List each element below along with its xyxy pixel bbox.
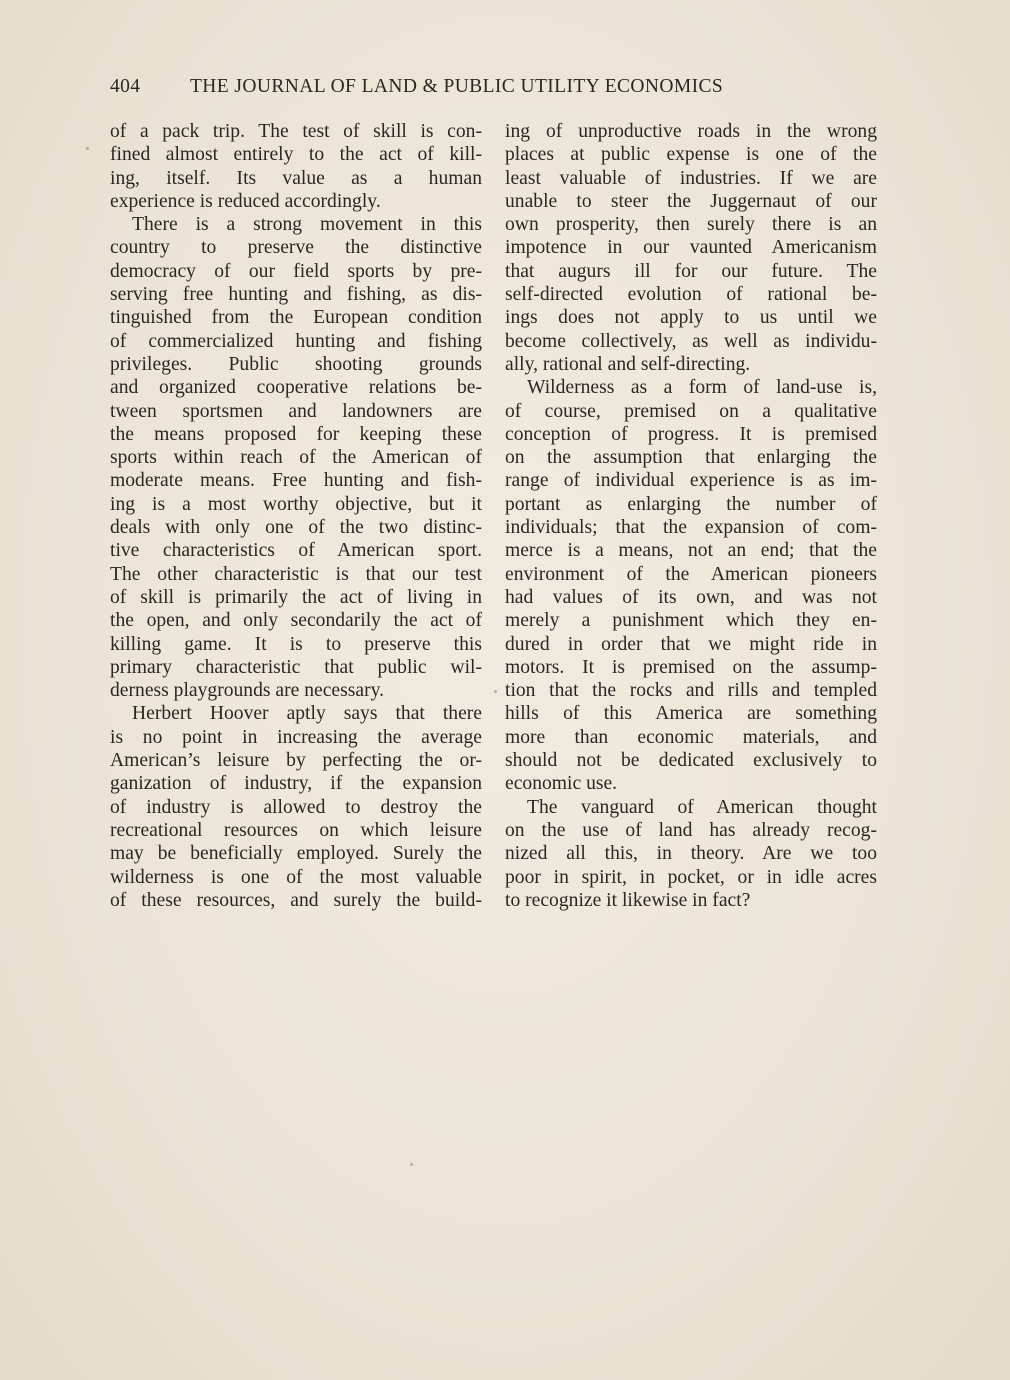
text-line: privileges. Public shooting grounds xyxy=(110,353,482,375)
paper-speck xyxy=(86,147,89,150)
running-head: THE JOURNAL OF LAND & PUBLIC UTILITY ECONOMICS xyxy=(190,76,724,97)
text-line: ing of unproductive roads in the wrong xyxy=(505,121,877,142)
text-line: serving free hunting and fishing, as dis- xyxy=(110,284,482,306)
text-line: portant as enlarging the number of xyxy=(505,493,877,515)
text-line: wilderness is one of the most valuable xyxy=(110,866,482,888)
text-line: sports within reach of the American of xyxy=(110,447,482,469)
text-line: dured in order that we might ride in xyxy=(505,633,877,655)
text-line: merce is a means, not an end; that the xyxy=(505,540,877,562)
text-line: of skill is primarily the act of living in xyxy=(110,586,482,608)
text-line: experience is reduced accordingly. xyxy=(110,190,381,212)
text-line: conception of progress. It is premised xyxy=(505,423,877,445)
text-line: of commercialized hunting and fishing xyxy=(110,330,482,352)
text-line: fined almost entirely to the act of kill- xyxy=(110,144,482,166)
text-line: derness playgrounds are necessary. xyxy=(110,680,385,702)
text-line: may be beneficially employed. Surely the xyxy=(110,843,482,865)
text-line: primary characteristic that public wil- xyxy=(110,656,482,678)
text-line: Wilderness as a form of land-use is, xyxy=(527,377,877,399)
text-line: ings does not apply to us until we xyxy=(505,307,877,329)
text-line: tion that the rocks and rills and templed xyxy=(505,680,877,702)
text-line: moderate means. Free hunting and fish- xyxy=(110,470,482,492)
text-line: American’s leisure by perfecting the or- xyxy=(110,750,482,772)
text-line: economic use. xyxy=(505,773,618,795)
text-line: ganization of industry, if the expansion xyxy=(110,773,482,795)
text-line: poor in spirit, in pocket, or in idle acres xyxy=(505,866,877,888)
text-line: environment of the American pioneers xyxy=(505,563,877,585)
text-line: least valuable of industries. If we are xyxy=(505,167,877,189)
text-line: ing, itself. Its value as a human xyxy=(110,167,482,189)
right-text-column xyxy=(505,120,877,912)
text-line: democracy of our field sports by pre- xyxy=(110,260,482,282)
text-line: recreational resources on which leisure xyxy=(110,819,482,841)
text-line: The vanguard of American thought xyxy=(527,796,877,818)
text-line: impotence in our vaunted Americanism xyxy=(505,237,877,259)
text-line: to recognize it likewise in fact? xyxy=(505,889,751,911)
text-line: of industry is allowed to destroy the xyxy=(110,796,482,818)
text-line: own prosperity, then surely there is an xyxy=(505,214,877,236)
text-line: merely a punishment which they en- xyxy=(505,610,877,632)
text-line: tinguished from the European condition xyxy=(110,307,482,329)
text-line: Herbert Hoover aptly says that there xyxy=(132,703,482,725)
text-line: motors. It is premised on the assump- xyxy=(505,656,877,678)
paper-speck xyxy=(494,690,497,693)
text-line: the open, and only secondarily the act of xyxy=(110,610,482,632)
text-line: self-directed evolution of rational be- xyxy=(505,284,877,306)
text-line: country to preserve the distinctive xyxy=(110,237,482,259)
text-line: more than economic materials, and xyxy=(505,726,877,748)
text-line: tween sportsmen and landowners are xyxy=(110,400,482,422)
left-text-column xyxy=(110,120,482,912)
text-line: unable to steer the Juggernaut of our xyxy=(505,190,877,212)
text-line: is no point in increasing the average xyxy=(110,726,482,748)
text-line: on the use of land has already recog- xyxy=(505,819,877,841)
text-line: that augurs ill for our future. The xyxy=(505,260,877,282)
text-line: killing game. It is to preserve this xyxy=(110,633,482,655)
page-header xyxy=(110,76,800,102)
text-line: the means proposed for keeping these xyxy=(110,423,482,445)
text-line: places at public expense is one of the xyxy=(505,144,877,166)
text-line: had values of its own, and was not xyxy=(505,586,877,608)
text-line: hills of this America are something xyxy=(505,703,877,725)
page-number: 404 xyxy=(110,76,141,97)
text-line: range of individual experience is as im- xyxy=(505,470,877,492)
text-line: of course, premised on a qualitative xyxy=(505,400,877,422)
text-line: become collectively, as well as individu- xyxy=(505,330,877,352)
text-line: individuals; that the expansion of com- xyxy=(505,517,877,539)
text-line: of a pack trip. The test of skill is con- xyxy=(110,121,482,142)
text-line: and organized cooperative relations be- xyxy=(110,377,482,399)
text-line: nized all this, in theory. Are we too xyxy=(505,843,877,865)
text-line: on the assumption that enlarging the xyxy=(505,447,877,469)
text-line: tive characteristics of American sport. xyxy=(110,540,482,562)
paper-speck xyxy=(410,1163,413,1166)
text-line: ally, rational and self-directing. xyxy=(505,353,751,375)
text-line: should not be dedicated exclusively to xyxy=(505,750,877,772)
text-line: of these resources, and surely the build- xyxy=(110,889,482,911)
text-line: There is a strong movement in this xyxy=(132,214,482,236)
text-line: deals with only one of the two distinc- xyxy=(110,517,482,539)
text-line: ing is a most worthy objective, but it xyxy=(110,493,482,515)
text-line: The other characteristic is that our test xyxy=(110,563,482,585)
